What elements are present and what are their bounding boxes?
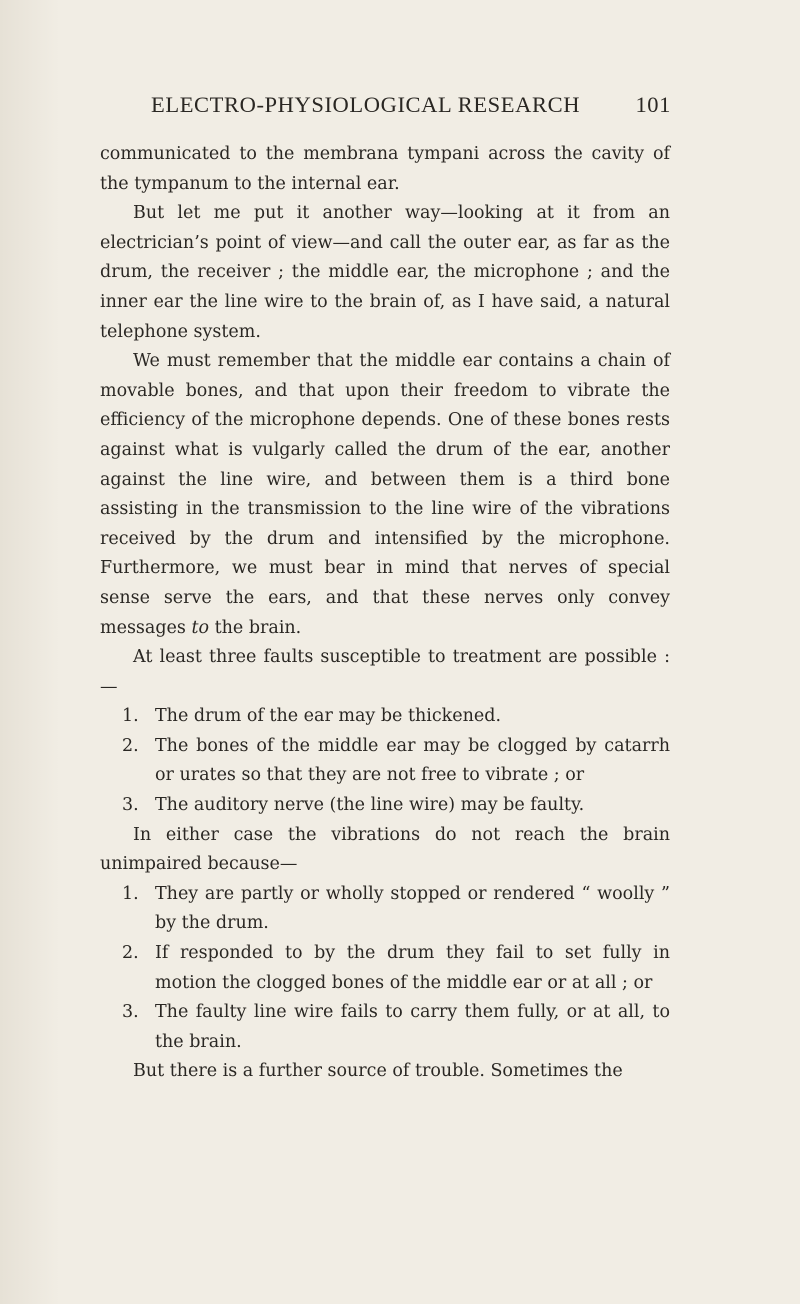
paragraph-continuation: communicated to the membrana tympani across the cavity of the tympanum to the internal ear. <box>100 144 670 194</box>
list-item-text: They are partly or wholly stopped or rendered “ woolly ” by the drum. <box>155 883 670 934</box>
list-number: 3. <box>122 795 139 816</box>
paragraph-electrician-view: But let me put it another way—looking at it from an electrician’s point of view—and call the outer ear, as far as the drum, the receiver ; the middle ear, the microphone ; and the inner ear the line wire to the brain of, as I have said, a natural telephone system. <box>100 203 670 342</box>
list-number: 2. <box>122 943 139 964</box>
list-item <box>100 880 670 939</box>
italic-word: to <box>191 617 210 638</box>
list-item <box>100 702 670 732</box>
list-number: 1. <box>122 706 139 727</box>
page-number: 101 <box>635 92 671 117</box>
list-item-text: The drum of the ear may be thickened. <box>155 706 502 727</box>
list-number: 3. <box>122 1002 139 1023</box>
paragraph-further-trouble: But there is a further source of trouble. Sometimes the <box>133 1061 623 1082</box>
faults-list <box>100 702 670 820</box>
list-item <box>100 791 670 821</box>
paragraph-text-end: the brain. <box>209 617 302 638</box>
reasons-list <box>100 880 670 1058</box>
list-item-text: The auditory nerve (the line wire) may be faulty. <box>155 795 585 816</box>
list-item <box>100 732 670 791</box>
running-title: ELECTRO-PHYSIOLOGICAL RESEARCH <box>151 92 581 117</box>
paragraph-three-faults: At least three faults susceptible to treatment are possible :— <box>100 647 670 697</box>
list-item <box>100 939 670 998</box>
body-text <box>100 140 670 1087</box>
paragraph-movable-bones <box>100 347 670 643</box>
paragraph-either-case: In either case the vibrations do not reach the brain unimpaired because— <box>100 824 670 875</box>
list-item <box>100 998 670 1057</box>
page-header <box>151 92 671 132</box>
list-item-text: If responded to by the drum they fail to set fully in motion the clogged bones of the middle ear or at all ; or <box>155 943 670 993</box>
list-number: 1. <box>122 883 139 904</box>
paragraph-text: We must remember that the middle ear contains a chain of movable bones, and that upon their freedom to vibrate the efficiency of the microphone depends. One of these bones rests against what is vulgarly called the drum of the ear, another against the line wire, and between them is a third bone assisting in the transmission to the line wire of the vibrations received by the drum and intensified by the microphone. Furthermore, we must bear in mind that nerves of special sense serve the ears, and that these nerves only convey messages <box>100 351 670 638</box>
list-number: 2. <box>122 735 139 756</box>
list-item-text: The faulty line wire fails to carry them fully, or at all, to the brain. <box>155 1002 670 1052</box>
list-item-text: The bones of the middle ear may be clogged by catarrh or urates so that they are not free to vibrate ; or <box>155 735 670 786</box>
